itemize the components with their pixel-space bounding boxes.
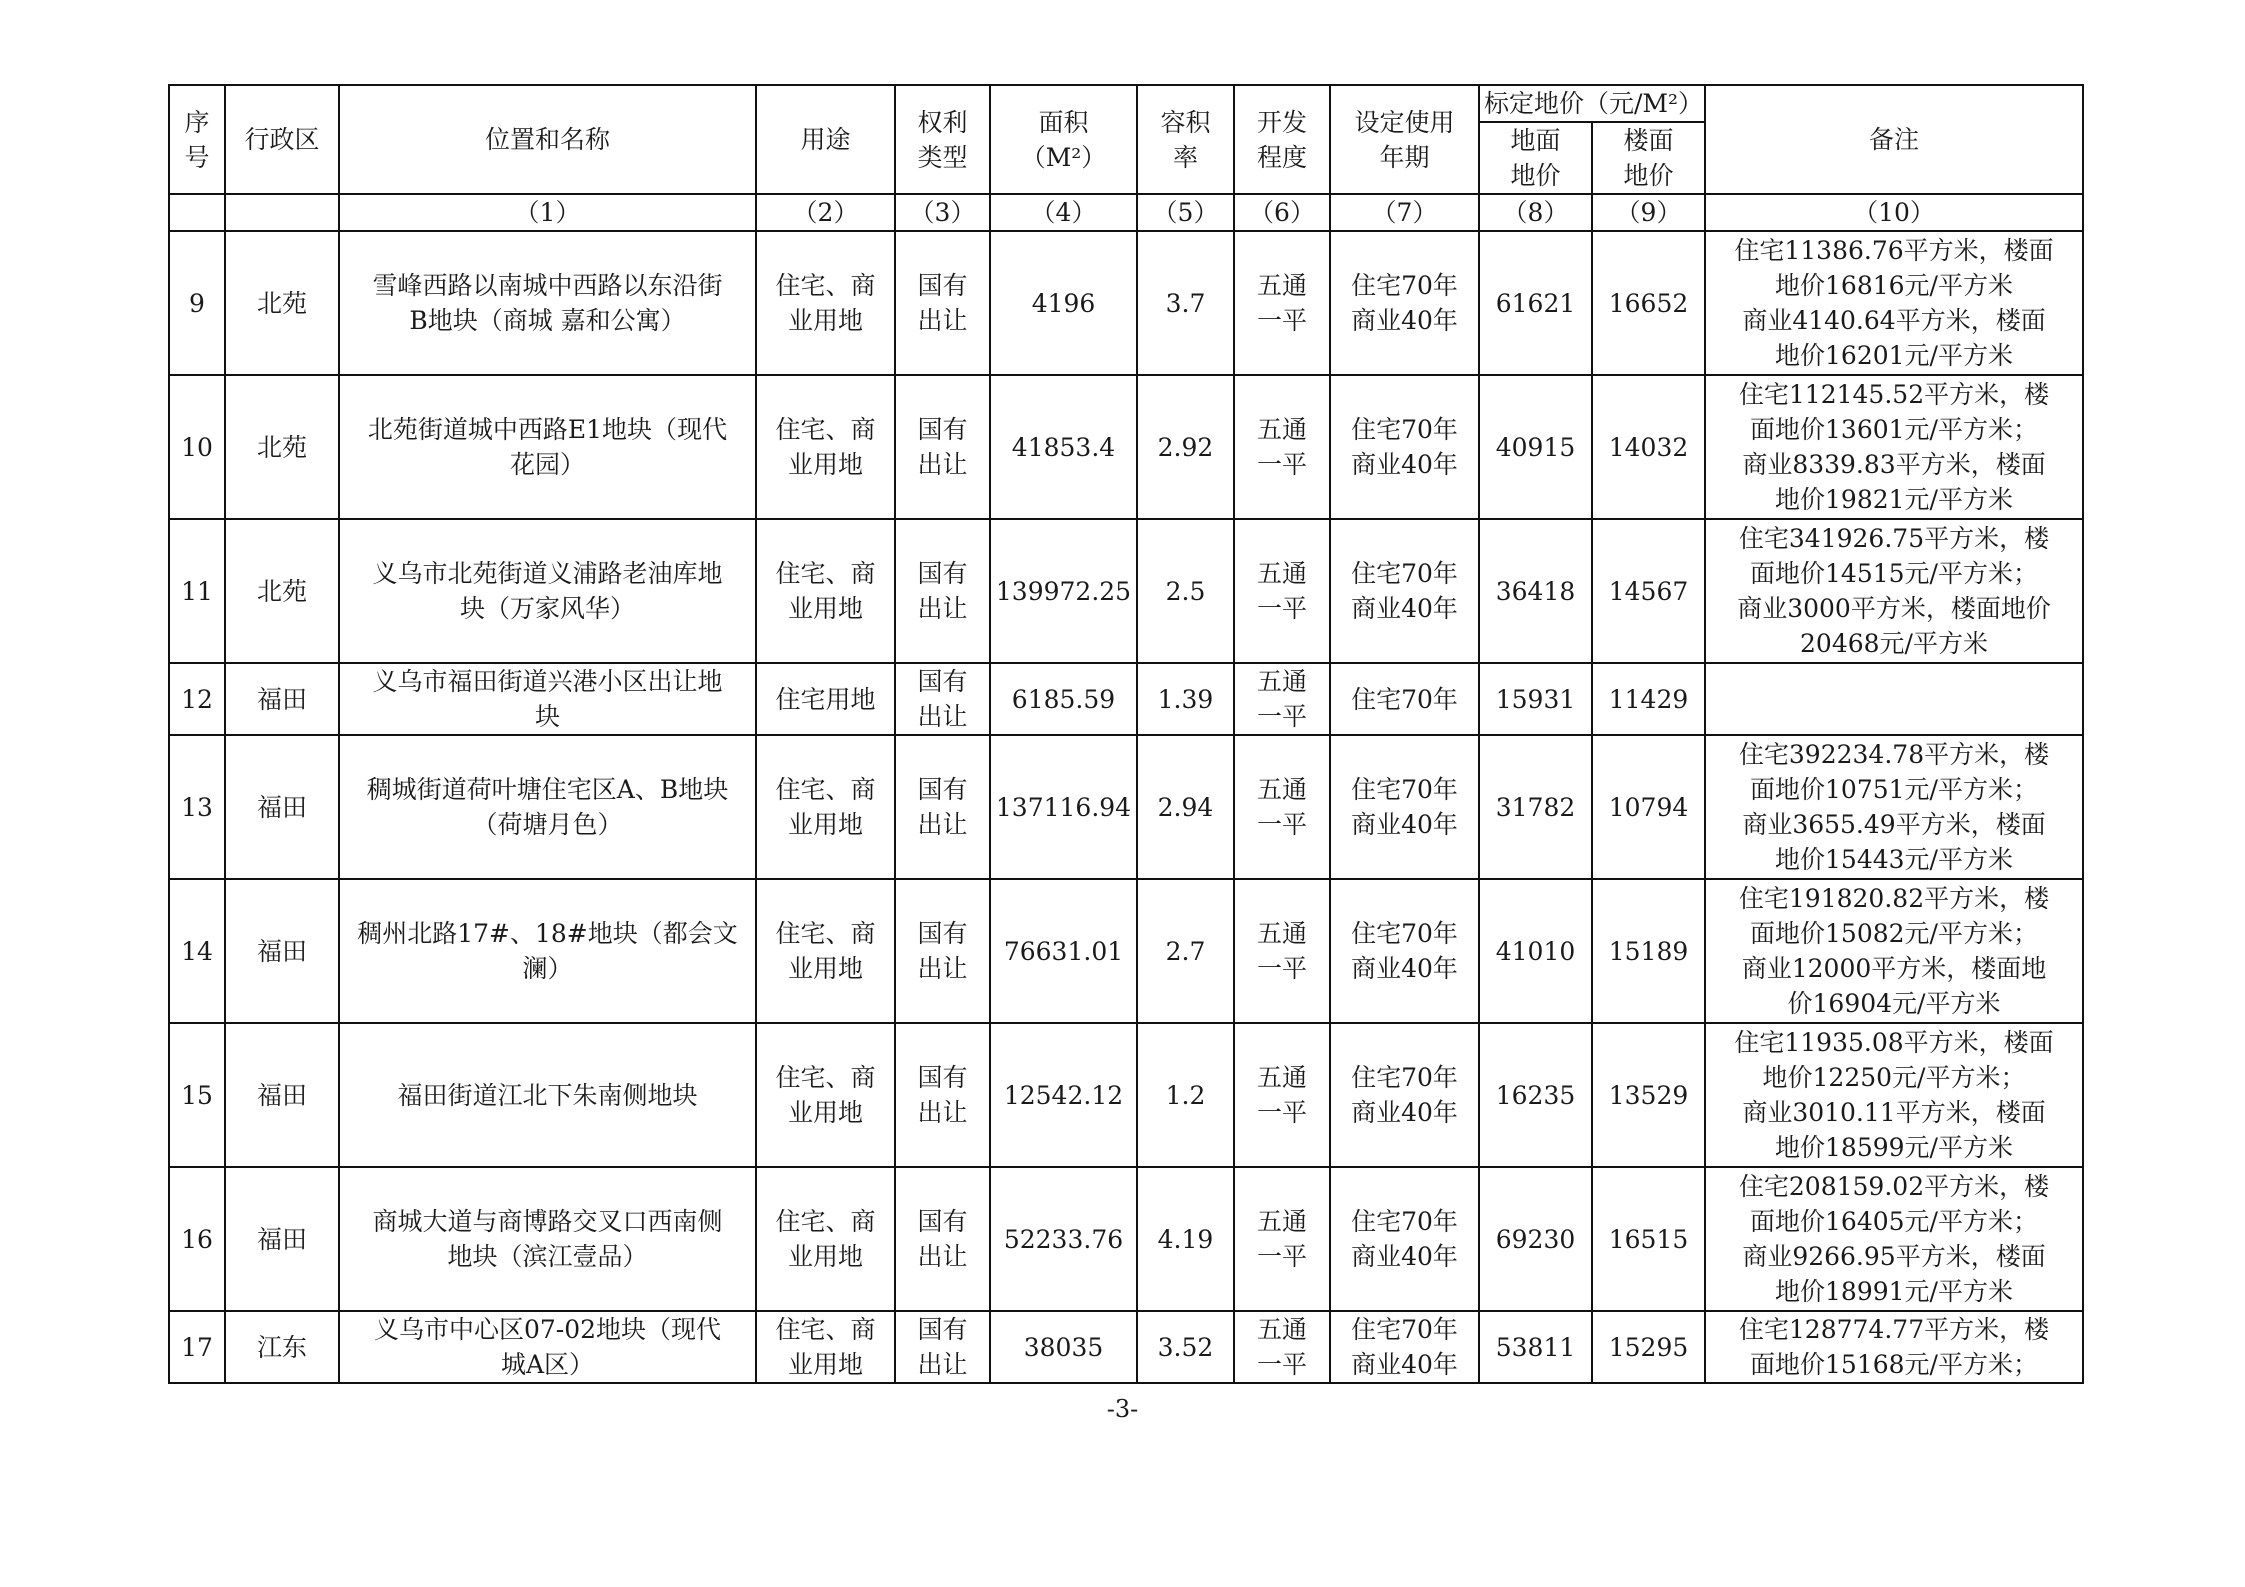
remark-cell: 住宅208159.02平方米，楼 面地价16405元/平方米； 商业9266.95平方米，楼面 地价18991元/平方米: [1705, 1167, 2083, 1311]
header-dev: 开发 程度: [1234, 85, 1330, 194]
land-price-cell: 53811: [1479, 1311, 1592, 1383]
location-cell: 义乌市中心区07-02地块（现代 城A区）: [339, 1311, 756, 1383]
district-cell: 福田: [225, 1167, 339, 1311]
use-cell: 住宅、商 业用地: [756, 1023, 895, 1167]
header-use: 用途: [756, 85, 895, 194]
use-cell: 住宅、商 业用地: [756, 735, 895, 879]
index-cell: [225, 194, 339, 231]
location-cell: 北苑街道城中西路E1地块（现代 花园）: [339, 375, 756, 519]
right-type-cell: 国有 出让: [895, 1311, 990, 1383]
use-cell: 住宅、商 业用地: [756, 519, 895, 663]
land-price-cell: 36418: [1479, 519, 1592, 663]
header-floor-price: 楼面 地价: [1592, 122, 1705, 194]
location-cell: 义乌市福田街道兴港小区出让地 块: [339, 663, 756, 735]
header-price-group: 标定地价（元/M²）: [1479, 85, 1705, 122]
floor-price-cell: 16515: [1592, 1167, 1705, 1311]
row-number: 11: [169, 519, 225, 663]
table-header: [169, 85, 2083, 231]
district-cell: 北苑: [225, 375, 339, 519]
row-number: 17: [169, 1311, 225, 1383]
dev-cell: 五通 一平: [1234, 1167, 1330, 1311]
dev-cell: 五通 一平: [1234, 735, 1330, 879]
table-row: [169, 1023, 2083, 1167]
use-cell: 住宅、商 业用地: [756, 1311, 895, 1383]
index-cell: （4）: [990, 194, 1137, 231]
location-cell: 稠州北路17#、18#地块（都会文 澜）: [339, 879, 756, 1023]
header-remark: 备注: [1705, 85, 2083, 194]
area-cell: 139972.25: [990, 519, 1137, 663]
term-cell: 住宅70年: [1330, 663, 1479, 735]
remark-cell: [1705, 663, 2083, 735]
dev-cell: 五通 一平: [1234, 519, 1330, 663]
header-far: 容积 率: [1137, 85, 1234, 194]
area-cell: 12542.12: [990, 1023, 1137, 1167]
floor-price-cell: 16652: [1592, 231, 1705, 375]
area-cell: 52233.76: [990, 1167, 1137, 1311]
page-number: -3-: [1106, 1395, 1139, 1423]
right-type-cell: 国有 出让: [895, 231, 990, 375]
floor-price-cell: 13529: [1592, 1023, 1705, 1167]
term-cell: 住宅70年 商业40年: [1330, 231, 1479, 375]
far-cell: 2.94: [1137, 735, 1234, 879]
index-cell: （10）: [1705, 194, 2083, 231]
dev-cell: 五通 一平: [1234, 1311, 1330, 1383]
remark-cell: 住宅128774.77平方米，楼 面地价15168元/平方米；: [1705, 1311, 2083, 1383]
term-cell: 住宅70年 商业40年: [1330, 735, 1479, 879]
land-price-cell: 69230: [1479, 1167, 1592, 1311]
use-cell: 住宅、商 业用地: [756, 375, 895, 519]
area-cell: 4196: [990, 231, 1137, 375]
location-cell: 稠城街道荷叶塘住宅区A、B地块 （荷塘月色）: [339, 735, 756, 879]
table-row: [169, 519, 2083, 663]
right-type-cell: 国有 出让: [895, 1167, 990, 1311]
right-type-cell: 国有 出让: [895, 735, 990, 879]
area-cell: 41853.4: [990, 375, 1137, 519]
location-cell: 义乌市北苑街道义浦路老油库地 块（万家风华）: [339, 519, 756, 663]
far-cell: 4.19: [1137, 1167, 1234, 1311]
right-type-cell: 国有 出让: [895, 879, 990, 1023]
far-cell: 2.7: [1137, 879, 1234, 1023]
floor-price-cell: 15189: [1592, 879, 1705, 1023]
term-cell: 住宅70年 商业40年: [1330, 1167, 1479, 1311]
district-cell: 福田: [225, 879, 339, 1023]
far-cell: 2.5: [1137, 519, 1234, 663]
area-cell: 137116.94: [990, 735, 1137, 879]
land-price-cell: 40915: [1479, 375, 1592, 519]
remark-cell: 住宅11935.08平方米，楼面 地价12250元/平方米； 商业3010.11平方米，楼面 地价18599元/平方米: [1705, 1023, 2083, 1167]
row-number: 10: [169, 375, 225, 519]
district-cell: 福田: [225, 1023, 339, 1167]
remark-cell: 住宅191820.82平方米，楼 面地价15082元/平方米； 商业12000平方米，楼面地 价16904元/平方米: [1705, 879, 2083, 1023]
land-price-cell: 41010: [1479, 879, 1592, 1023]
term-cell: 住宅70年 商业40年: [1330, 519, 1479, 663]
term-cell: 住宅70年 商业40年: [1330, 879, 1479, 1023]
term-cell: 住宅70年 商业40年: [1330, 1023, 1479, 1167]
remark-cell: 住宅11386.76平方米，楼面 地价16816元/平方米 商业4140.64平方米，楼面 地价16201元/平方米: [1705, 231, 2083, 375]
row-number: 9: [169, 231, 225, 375]
index-cell: （8）: [1479, 194, 1592, 231]
area-cell: 38035: [990, 1311, 1137, 1383]
table-row: [169, 735, 2083, 879]
floor-price-cell: 10794: [1592, 735, 1705, 879]
district-cell: 北苑: [225, 519, 339, 663]
index-cell: [169, 194, 225, 231]
index-cell: （1）: [339, 194, 756, 231]
table-row: [169, 1311, 2083, 1383]
floor-price-cell: 11429: [1592, 663, 1705, 735]
index-cell: （5）: [1137, 194, 1234, 231]
table-row: [169, 1167, 2083, 1311]
right-type-cell: 国有 出让: [895, 1023, 990, 1167]
area-cell: 6185.59: [990, 663, 1137, 735]
right-type-cell: 国有 出让: [895, 519, 990, 663]
district-cell: 江东: [225, 1311, 339, 1383]
header-right-type: 权利 类型: [895, 85, 990, 194]
floor-price-cell: 15295: [1592, 1311, 1705, 1383]
use-cell: 住宅、商 业用地: [756, 1167, 895, 1311]
right-type-cell: 国有 出让: [895, 663, 990, 735]
table-row: [169, 231, 2083, 375]
index-cell: （6）: [1234, 194, 1330, 231]
term-cell: 住宅70年 商业40年: [1330, 375, 1479, 519]
row-number: 15: [169, 1023, 225, 1167]
far-cell: 1.39: [1137, 663, 1234, 735]
dev-cell: 五通 一平: [1234, 231, 1330, 375]
district-cell: 福田: [225, 735, 339, 879]
dev-cell: 五通 一平: [1234, 1023, 1330, 1167]
header-area: 面积 （M²）: [990, 85, 1137, 194]
far-cell: 2.92: [1137, 375, 1234, 519]
far-cell: 3.7: [1137, 231, 1234, 375]
term-cell: 住宅70年 商业40年: [1330, 1311, 1479, 1383]
header-no: 序 号: [169, 85, 225, 194]
land-price-cell: 16235: [1479, 1023, 1592, 1167]
header-district: 行政区: [225, 85, 339, 194]
location-cell: 福田街道江北下朱南侧地块: [339, 1023, 756, 1167]
use-cell: 住宅用地: [756, 663, 895, 735]
location-cell: 雪峰西路以南城中西路以东沿街 B地块（商城 嘉和公寓）: [339, 231, 756, 375]
land-price-table: [168, 84, 2084, 1384]
table-body: [169, 231, 2083, 1383]
index-cell: （7）: [1330, 194, 1479, 231]
land-price-cell: 15931: [1479, 663, 1592, 735]
row-number: 12: [169, 663, 225, 735]
remark-cell: 住宅112145.52平方米，楼 面地价13601元/平方米； 商业8339.83平方米，楼面 地价19821元/平方米: [1705, 375, 2083, 519]
district-cell: 福田: [225, 663, 339, 735]
table-row: [169, 663, 2083, 735]
far-cell: 1.2: [1137, 1023, 1234, 1167]
header-land-price: 地面 地价: [1479, 122, 1592, 194]
remark-cell: 住宅341926.75平方米，楼 面地价14515元/平方米； 商业3000平方米，楼面地价 20468元/平方米: [1705, 519, 2083, 663]
remark-cell: 住宅392234.78平方米，楼 面地价10751元/平方米； 商业3655.49平方米，楼面 地价15443元/平方米: [1705, 735, 2083, 879]
index-cell: （9）: [1592, 194, 1705, 231]
dev-cell: 五通 一平: [1234, 663, 1330, 735]
location-cell: 商城大道与商博路交叉口西南侧 地块（滨江壹品）: [339, 1167, 756, 1311]
header-index-row: [169, 194, 2083, 231]
use-cell: 住宅、商 业用地: [756, 231, 895, 375]
header-location: 位置和名称: [339, 85, 756, 194]
index-cell: （3）: [895, 194, 990, 231]
far-cell: 3.52: [1137, 1311, 1234, 1383]
dev-cell: 五通 一平: [1234, 879, 1330, 1023]
index-cell: （2）: [756, 194, 895, 231]
table-row: [169, 879, 2083, 1023]
use-cell: 住宅、商 业用地: [756, 879, 895, 1023]
table-row: [169, 375, 2083, 519]
land-price-cell: 31782: [1479, 735, 1592, 879]
header-term: 设定使用 年期: [1330, 85, 1479, 194]
row-number: 13: [169, 735, 225, 879]
row-number: 14: [169, 879, 225, 1023]
land-price-cell: 61621: [1479, 231, 1592, 375]
floor-price-cell: 14032: [1592, 375, 1705, 519]
area-cell: 76631.01: [990, 879, 1137, 1023]
dev-cell: 五通 一平: [1234, 375, 1330, 519]
floor-price-cell: 14567: [1592, 519, 1705, 663]
right-type-cell: 国有 出让: [895, 375, 990, 519]
district-cell: 北苑: [225, 231, 339, 375]
row-number: 16: [169, 1167, 225, 1311]
